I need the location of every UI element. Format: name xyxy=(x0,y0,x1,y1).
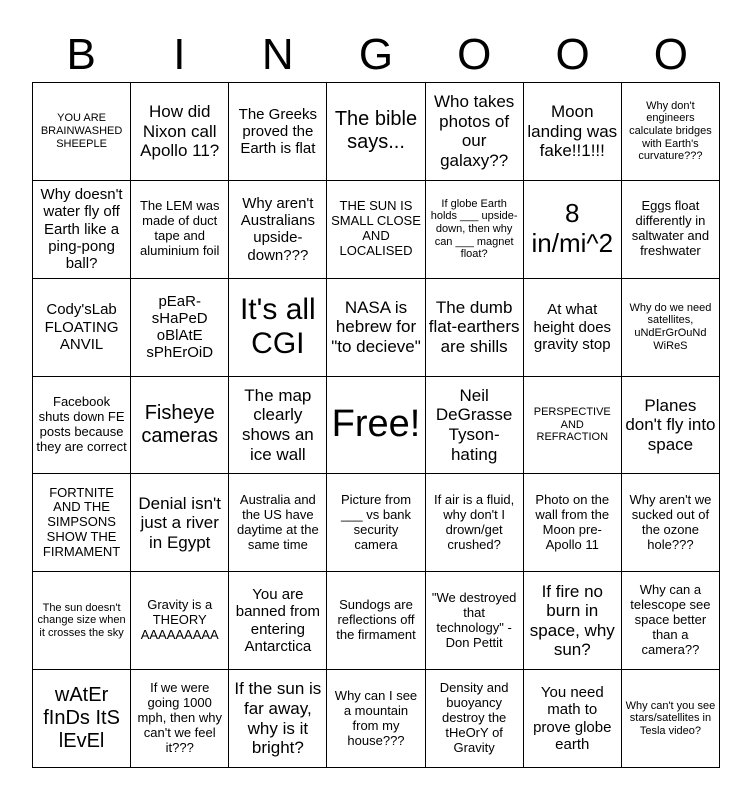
bingo-cell[interactable]: The map clearly shows an ice wall xyxy=(229,377,327,475)
bingo-cell[interactable]: The bible says... xyxy=(327,83,425,181)
bingo-cell[interactable]: Cody'sLab FLOATING ANVIL xyxy=(33,279,131,377)
header-letter-n: N xyxy=(261,30,294,79)
bingo-cell[interactable]: Fisheye cameras xyxy=(131,377,229,475)
bingo-cell[interactable]: You are banned from entering Antarctica xyxy=(229,572,327,670)
bingo-cell[interactable]: It's all CGI xyxy=(229,279,327,377)
bingo-cell[interactable]: YOU ARE BRAINWASHED SHEEPLE xyxy=(33,83,131,181)
bingo-cell[interactable]: Why can a telescope see space better than a camera?? xyxy=(622,572,720,670)
bingo-cell[interactable]: NASA is hebrew for "to decieve" xyxy=(327,279,425,377)
header-letter-i: I xyxy=(173,30,186,79)
bingo-cell[interactable]: Why aren't we sucked out of the ozone hole??? xyxy=(622,474,720,572)
bingo-cell[interactable]: Eggs float differently in saltwater and freshwater xyxy=(622,181,720,279)
bingo-cell[interactable]: Why do we need satellites, uNdErGrOuNd WiReS xyxy=(622,279,720,377)
bingo-cell[interactable]: The LEM was made of duct tape and aluminium foil xyxy=(131,181,229,279)
bingo-cell[interactable]: At what height does gravity stop xyxy=(524,279,622,377)
bingo-cell[interactable]: If we were going 1000 mph, then why can't we feel it??? xyxy=(131,670,229,768)
header-letter-b: B xyxy=(66,30,96,79)
bingo-cell[interactable]: Neil DeGrasse Tyson-hating xyxy=(426,377,524,475)
bingo-cell[interactable]: Australia and the US have daytime at the same time xyxy=(229,474,327,572)
bingo-header xyxy=(32,28,720,82)
bingo-cell[interactable]: 8 in/mi^2 xyxy=(524,181,622,279)
bingo-cell[interactable]: Picture from ___ vs bank security camera xyxy=(327,474,425,572)
bingo-cell[interactable]: If the sun is far away, why is it bright? xyxy=(229,670,327,768)
free-space-cell[interactable]: Free! xyxy=(327,377,425,475)
header-letter-o-1: O xyxy=(457,30,492,79)
bingo-cell[interactable]: Who takes photos of our galaxy?? xyxy=(426,83,524,181)
bingo-cell[interactable]: Why can't you see stars/satellites in Tesla video? xyxy=(622,670,720,768)
bingo-cell[interactable]: If air is a fluid, why don't I drown/get crushed? xyxy=(426,474,524,572)
bingo-cell[interactable]: Photo on the wall from the Moon pre-Apollo 11 xyxy=(524,474,622,572)
bingo-cell[interactable]: Planes don't fly into space xyxy=(622,377,720,475)
bingo-cell[interactable]: Denial isn't just a river in Egypt xyxy=(131,474,229,572)
bingo-cell[interactable]: PERSPECTIVE AND REFRACTION xyxy=(524,377,622,475)
bingo-cell[interactable]: Moon landing was fake!!1!!! xyxy=(524,83,622,181)
bingo-cell[interactable]: Gravity is a THEORY AAAAAAAAA xyxy=(131,572,229,670)
bingo-cell[interactable]: pEaR-sHaPeD oBlAtE sPhErOiD xyxy=(131,279,229,377)
bingo-cell[interactable]: Why don't engineers calculate bridges with Earth's curvature??? xyxy=(622,83,720,181)
bingo-cell[interactable]: Density and buoyancy destroy the tHeOrY of Gravity xyxy=(426,670,524,768)
bingo-cell[interactable]: FORTNITE AND THE SIMPSONS SHOW THE FIRMAMENT xyxy=(33,474,131,572)
bingo-cell[interactable]: "We destroyed that technology" - Don Pettit xyxy=(426,572,524,670)
header-letter-o-2: O xyxy=(555,30,590,79)
bingo-cell[interactable]: Facebook shuts down FE posts because they are correct xyxy=(33,377,131,475)
bingo-cell[interactable]: wAtEr fInDs ItS lEvEl xyxy=(33,670,131,768)
header-letter-o-3: O xyxy=(653,30,688,79)
bingo-cell[interactable]: The dumb flat-earthers are shills xyxy=(426,279,524,377)
header-letter-g: G xyxy=(358,30,394,79)
bingo-cell[interactable]: THE SUN IS SMALL CLOSE AND LOCALISED xyxy=(327,181,425,279)
bingo-cell[interactable]: How did Nixon call Apollo 11? xyxy=(131,83,229,181)
bingo-cell[interactable]: You need math to prove globe earth xyxy=(524,670,622,768)
bingo-cell[interactable]: If globe Earth holds ___ upside-down, then why can ___ magnet float? xyxy=(426,181,524,279)
bingo-cell[interactable]: If fire no burn in space, why sun? xyxy=(524,572,622,670)
bingo-cell[interactable]: Why doesn't water fly off Earth like a ping-pong ball? xyxy=(33,181,131,279)
bingo-cell[interactable]: Sundogs are reflections off the firmament xyxy=(327,572,425,670)
bingo-grid xyxy=(32,82,720,768)
bingo-cell[interactable]: Why can I see a mountain from my house??? xyxy=(327,670,425,768)
bingo-cell[interactable]: The Greeks proved the Earth is flat xyxy=(229,83,327,181)
bingo-cell[interactable]: The sun doesn't change size when it crosses the sky xyxy=(33,572,131,670)
bingo-cell[interactable]: Why aren't Australians upside-down??? xyxy=(229,181,327,279)
